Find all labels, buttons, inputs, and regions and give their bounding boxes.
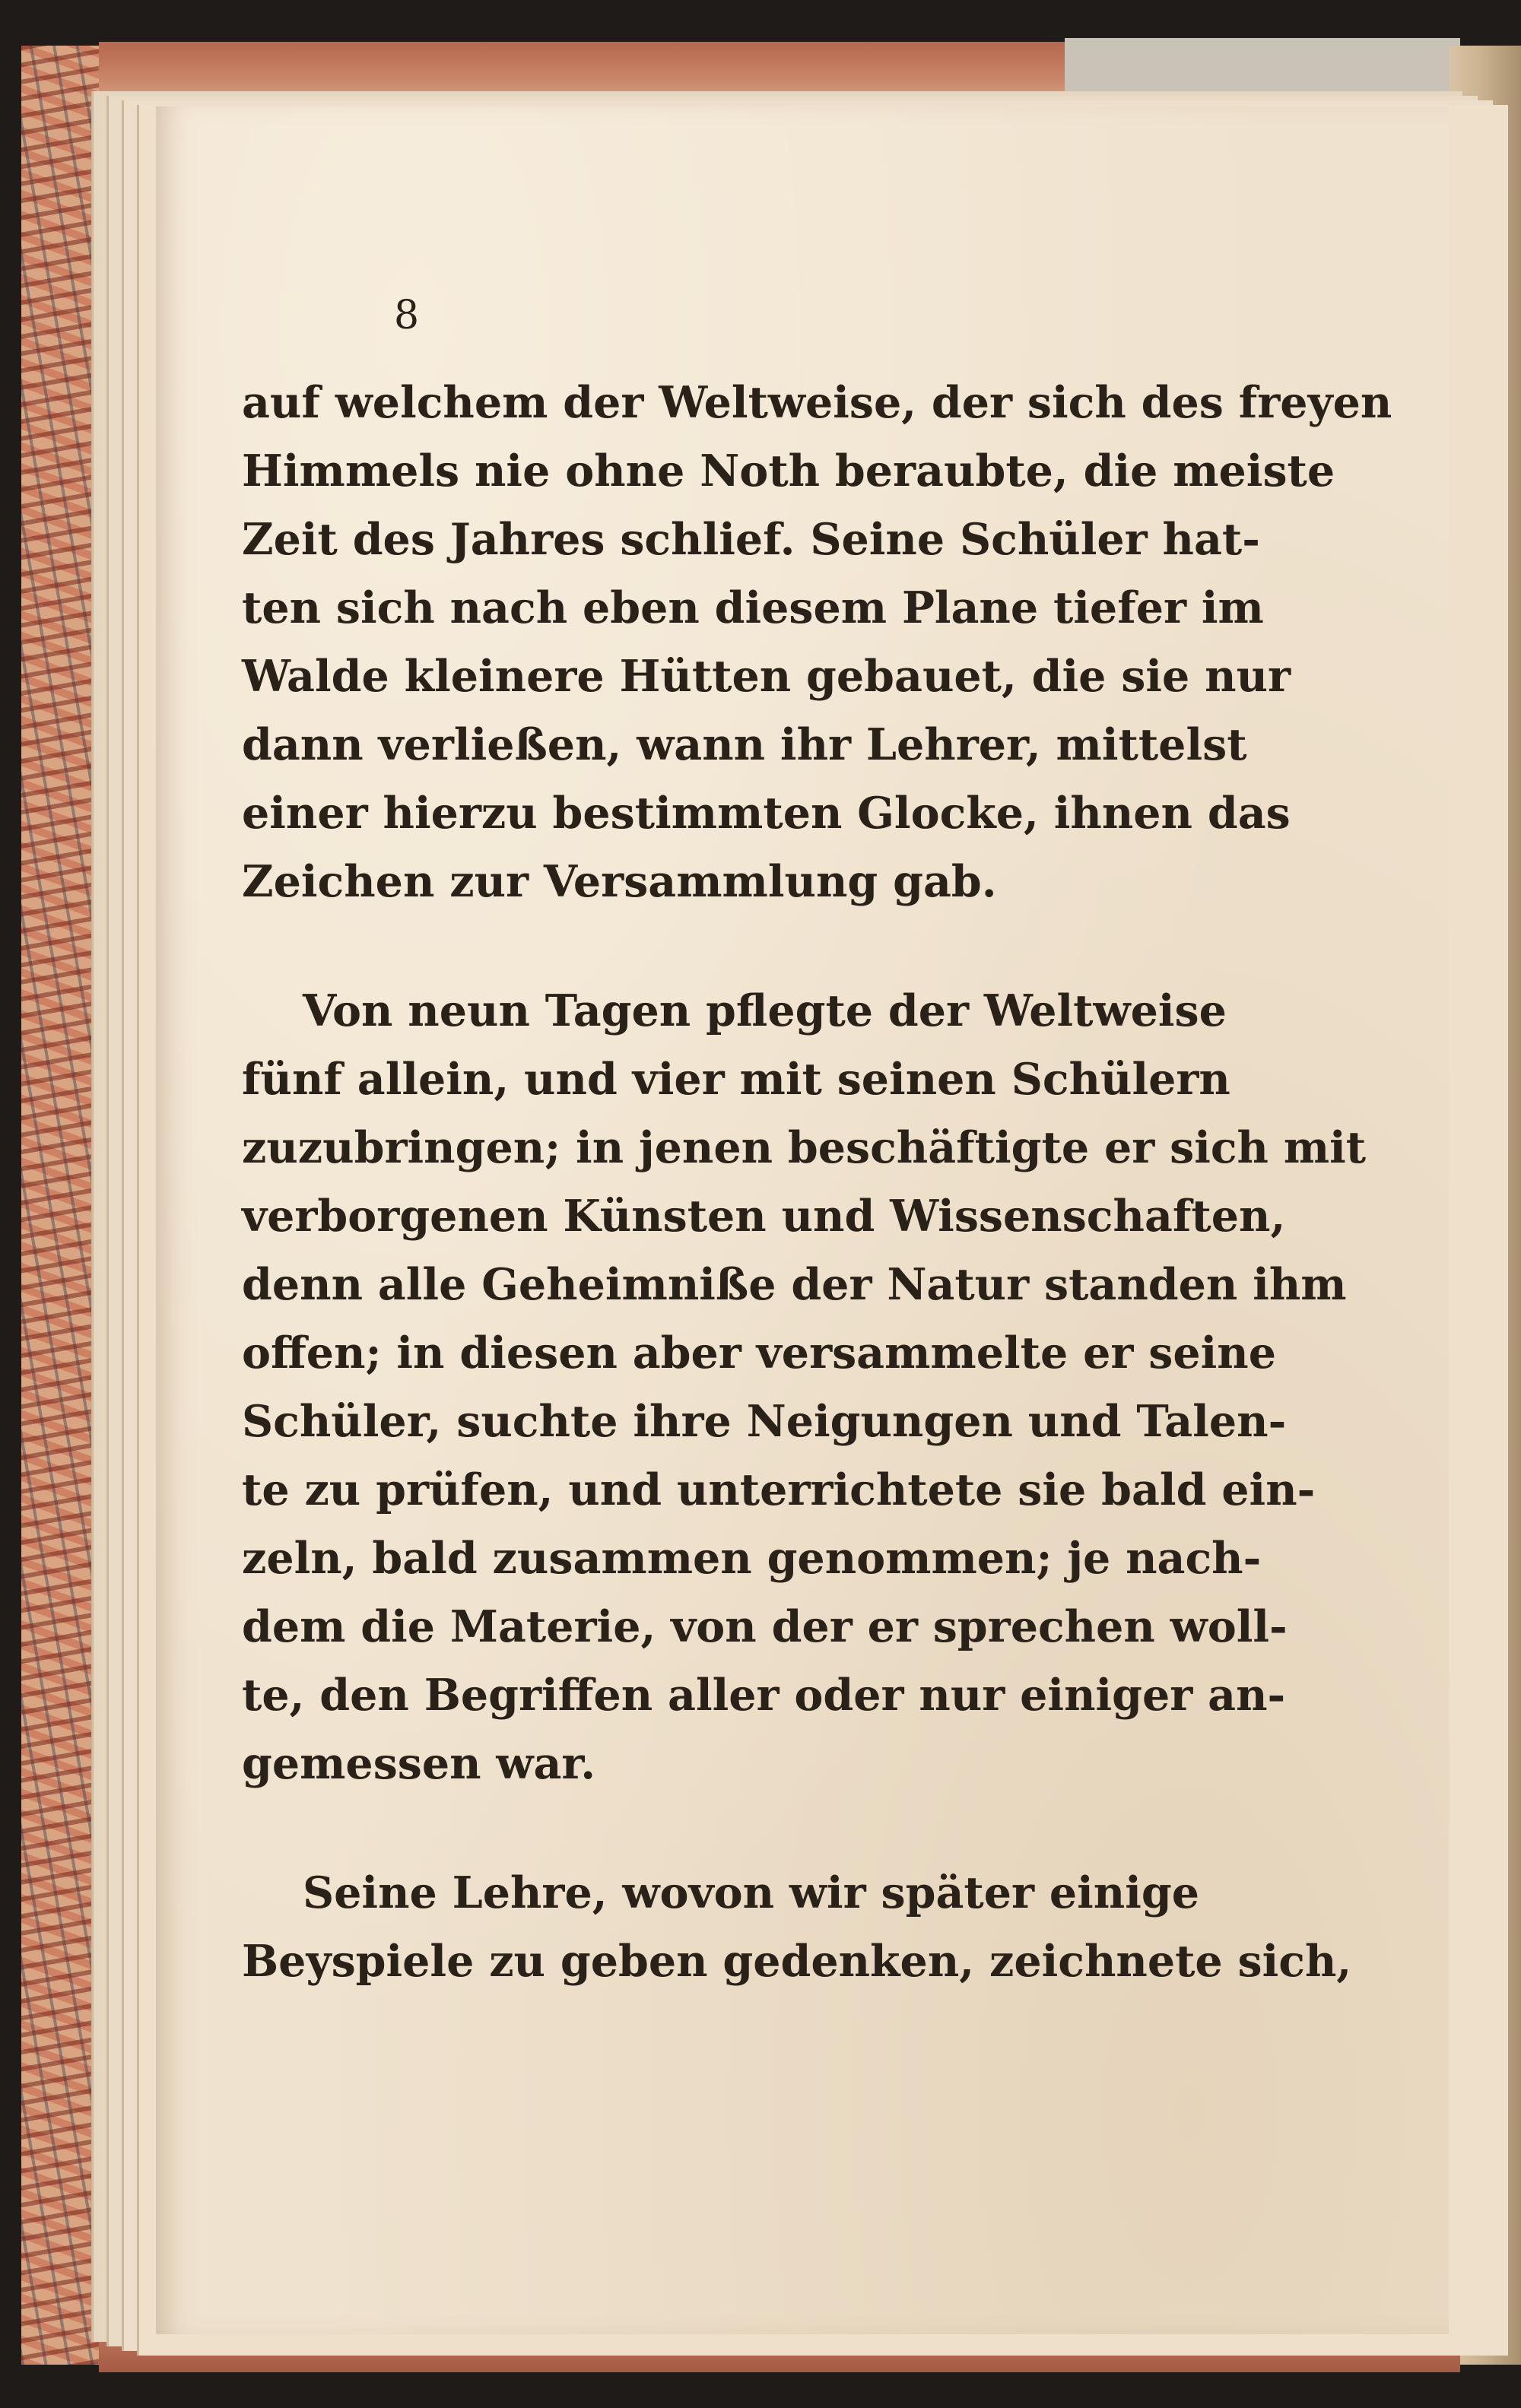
text-line: offen; in diesen aber versammelte er seine: [242, 1328, 1276, 1378]
text-line: Schüler, suchte ihre Neigungen und Talen-: [242, 1396, 1287, 1447]
text-line: Seine Lehre, wovon wir später einige: [303, 1867, 1199, 1918]
text-line: te zu prüfen, und unterrichtete sie bald ein-: [242, 1464, 1316, 1515]
text-line: Himmels nie ohne Noth beraubte, die meiste: [242, 446, 1335, 497]
text-line: zuzubringen; in jenen beschäftigte er sich mit: [242, 1122, 1367, 1173]
text-line: zeln, bald zusammen genommen; je nach-: [242, 1533, 1262, 1584]
text-line: fünf allein, und vier mit seinen Schülern: [242, 1054, 1230, 1105]
text-line: verborgenen Künsten und Wissenschaften,: [242, 1191, 1286, 1242]
text-line: Zeit des Jahres schlief. Seine Schüler hat-: [242, 514, 1260, 565]
text-line: Zeichen zur Versammlung gab.: [242, 856, 997, 907]
text-line: ten sich nach eben diesem Plane tiefer im: [242, 582, 1264, 633]
text-line: dann verließen, wann ihr Lehrer, mittelst: [242, 719, 1247, 770]
text-line: dem die Materie, von der er sprechen woll-: [242, 1601, 1288, 1652]
text-line: denn alle Geheimniße der Natur standen ihm: [242, 1259, 1347, 1310]
text-line: gemessen war.: [242, 1738, 596, 1789]
text-line: Walde kleinere Hütten gebauet, die sie nur: [242, 651, 1291, 702]
text-line: auf welchem der Weltweise, der sich des freyen: [242, 377, 1392, 428]
text-line: Beyspiele zu geben gedenken, zeichnete sich,: [242, 1936, 1352, 1987]
page-number: 8: [394, 293, 420, 338]
text-line: Von neun Tagen pflegte der Weltweise: [303, 985, 1227, 1036]
text-line: einer hierzu bestimmten Glocke, ihnen das: [242, 788, 1291, 839]
text-line: te, den Begriffen aller oder nur einiger an-: [242, 1670, 1286, 1721]
